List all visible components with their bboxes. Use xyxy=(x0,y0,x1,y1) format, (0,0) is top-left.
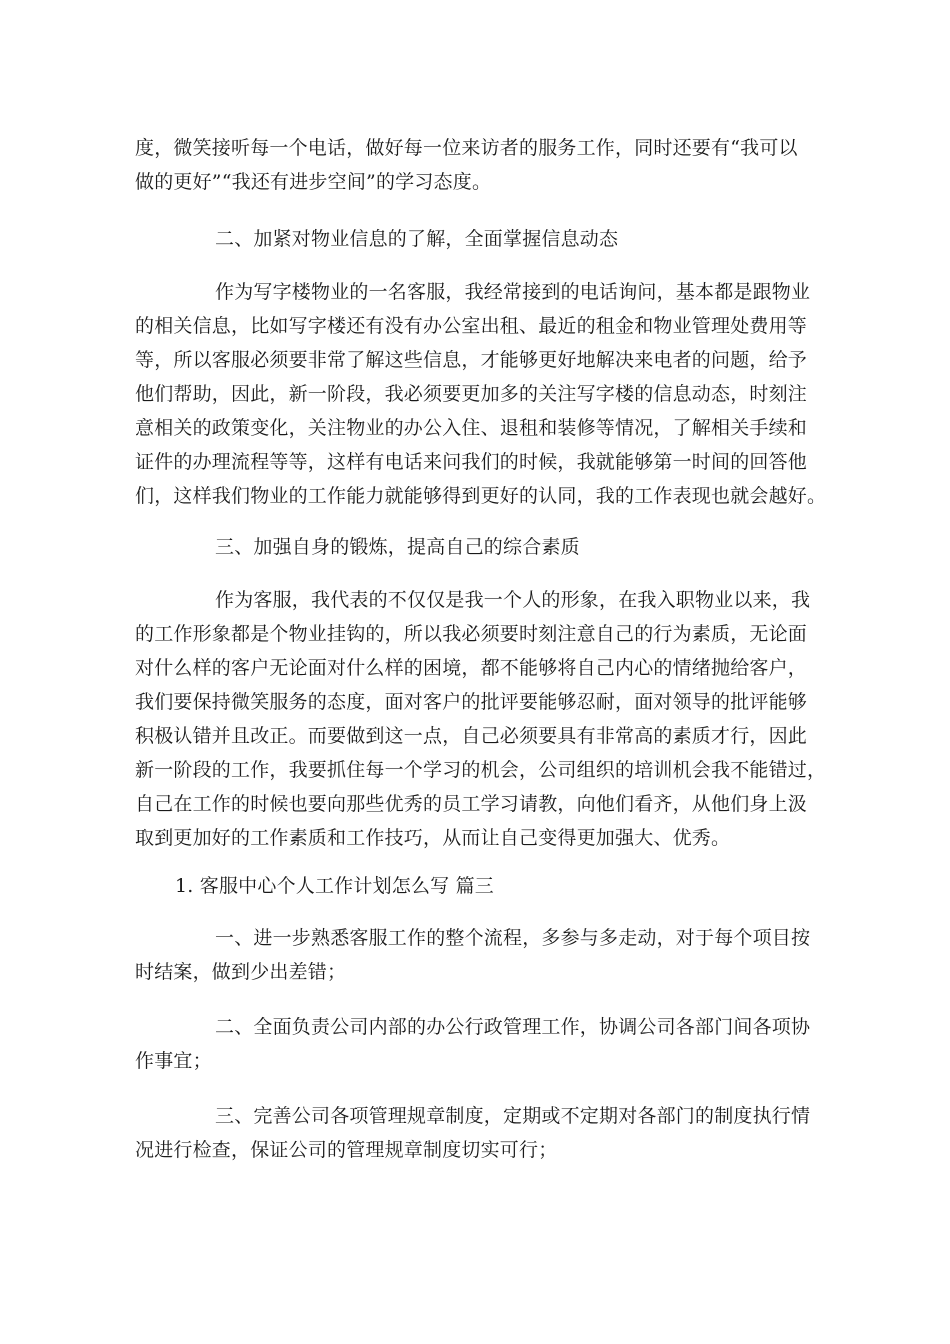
text-line: 作为客服，我代表的不仅仅是我一个人的形象，在我入职物业以来，我 xyxy=(215,589,811,611)
paragraph-property-info xyxy=(135,275,825,513)
text-line: 积极认错并且改正。而要做到这一点，自己必须要具有非常高的素质才行，因此 xyxy=(135,725,808,747)
list-item-2 xyxy=(135,1010,825,1078)
paragraph-continuation xyxy=(135,131,825,199)
heading-text: 二、加紧对物业信息的了解，全面掌握信息动态 xyxy=(215,228,619,250)
text-line: 自己在工作的时候也要向那些优秀的员工学习请教，向他们看齐，从他们身上汲 xyxy=(135,793,808,815)
text-line: 一、进一步熟悉客服工作的整个流程，多参与多走动，对于每个项目按 xyxy=(215,927,811,949)
text-line: 意相关的政策变化，关注物业的办公入住、退租和装修等情况，了解相关手续和 xyxy=(135,417,808,439)
heading-text: 三、加强自身的锻炼，提高自己的综合素质 xyxy=(215,536,580,558)
text-line: 证件的办理流程等等，这样有电话来问我们的时候，我就能够第一时间的回答他 xyxy=(135,451,808,473)
text-line: 我们要保持微笑服务的态度，面对客户的批评要能够忍耐，面对领导的批评能够 xyxy=(135,691,808,713)
title-text: 1. 客服中心个人工作计划怎么写 篇三 xyxy=(175,875,495,897)
paragraph-self-improvement xyxy=(135,583,825,855)
text-line: 时结案，做到少出差错； xyxy=(135,961,347,983)
section-title-part-3 xyxy=(175,869,865,903)
text-line: 况进行检查，保证公司的管理规章制度切实可行； xyxy=(135,1139,558,1161)
text-line: 做的更好”“我还有进步空间”的学习态度。 xyxy=(135,171,492,193)
text-line: 作为写字楼物业的一名客服，我经常接到的电话询问，基本都是跟物业 xyxy=(215,281,811,303)
section-heading-3 xyxy=(215,530,905,564)
text-line: 三、完善公司各项管理规章制度，定期或不定期对各部门的制度执行情 xyxy=(215,1105,811,1127)
text-line: 对什么样的客户无论面对什么样的困境，都不能够将自己内心的情绪抛给客户， xyxy=(135,657,808,679)
text-line: 们，这样我们物业的工作能力就能够得到更好的认同，我的工作表现也就会越好。 xyxy=(135,485,827,507)
text-line: 作事宜； xyxy=(135,1050,212,1072)
text-line: 新一阶段的工作，我要抓住每一个学习的机会，公司组织的培训机会我不能错过， xyxy=(135,759,827,781)
text-line: 二、全面负责公司内部的办公行政管理工作，协调公司各部门间各项协 xyxy=(215,1016,811,1038)
text-line: 取到更加好的工作素质和工作技巧，从而让自己变得更加强大、优秀。 xyxy=(135,827,731,849)
list-item-1 xyxy=(135,921,825,989)
text-line: 的工作形象都是个物业挂钩的，所以我必须要时刻注意自己的行为素质，无论面 xyxy=(135,623,808,645)
text-line: 他们帮助，因此，新一阶段，我必须要更加多的关注写字楼的信息动态，时刻注 xyxy=(135,383,808,405)
list-item-3 xyxy=(135,1099,825,1167)
text-line: 等，所以客服必须要非常了解这些信息，才能够更好地解决来电者的问题，给予 xyxy=(135,349,808,371)
section-heading-2 xyxy=(215,222,905,256)
text-line: 度，微笑接听每一个电话，做好每一位来访者的服务工作，同时还要有“我可以 xyxy=(135,137,798,159)
text-line: 的相关信息，比如写字楼还有没有办公室出租、最近的租金和物业管理处费用等 xyxy=(135,315,808,337)
